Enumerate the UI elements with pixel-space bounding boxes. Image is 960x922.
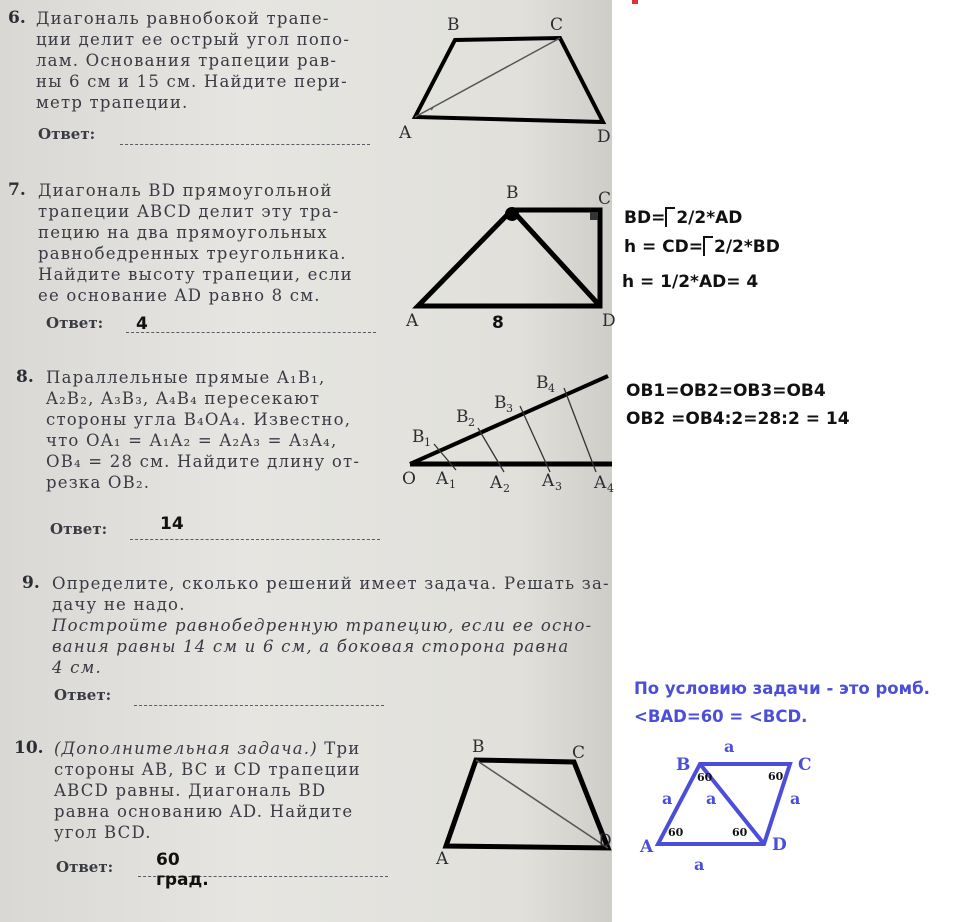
problem-text: Параллельные прямые A₁B₁, A₂B₂, A₃B₃, A₄B₄ пересекают стороны угла B₄OA₄. Известно, что OA₁ = A₁A₂ = A₂A₃ = A₃A₄, OB₄ = 28 см. Найдите длину от- резка OB₂. [46, 368, 361, 492]
svg-text:4: 4 [607, 482, 614, 495]
answer-label: Ответ: [38, 125, 96, 143]
problem-number: 7. [8, 180, 26, 200]
label-a4 [593, 473, 614, 495]
note-rhombus-statement: По условию задачи - это ромб. [634, 679, 930, 698]
sqrt-icon [703, 236, 713, 256]
note-line-h-cd: h = CD= 2/2*BD [624, 237, 780, 257]
note-line-h: h = 1/2*AD= 4 [622, 272, 759, 292]
vertex-c: C [598, 189, 612, 209]
answer-field[interactable] [130, 539, 380, 540]
problem-number: 9. [22, 573, 40, 593]
vertex-b: B [506, 183, 519, 203]
side-label-bc: a [724, 737, 735, 756]
base-length-label: 8 [492, 313, 504, 333]
vertex-c: C [798, 755, 812, 775]
svg-text:2: 2 [468, 416, 475, 429]
problem-text: Диагональ равнобокой трапе- ции делит ее острый угол попо- лам. Основания трапеции рав- ны 6 см и 15 см. Найдите пери- метр трапеции. [36, 9, 351, 112]
svg-text:1: 1 [424, 436, 431, 449]
svg-text:A: A [594, 473, 607, 493]
vertex-c: C [550, 15, 564, 35]
note-line-equal: OB1=OB2=OB3=OB4 [626, 381, 826, 401]
answer-label: Ответ: [46, 314, 104, 332]
vertex-o: O [402, 469, 416, 489]
answer-label: Ответ: [54, 686, 112, 704]
right-angle-mark [590, 212, 598, 220]
svg-text:A: A [542, 471, 555, 491]
vertex-a: A [640, 837, 654, 857]
note-line-bd: BD= 2/2*AD [624, 208, 743, 228]
problem-number: 8. [16, 367, 34, 387]
figure-6-trapezoid [395, 10, 612, 150]
svg-text:A: A [436, 469, 449, 489]
answer-field[interactable] [120, 144, 370, 145]
red-mark [632, 0, 638, 4]
problem-text: Определите, сколько решений имеет задача. Решать за- дачу не надо. Постройте равнобедренную трапецию, если ее осно- вания равны 14 см и 6 см, а боковая сторона равна 4 см. [52, 574, 610, 677]
vertex-c: C [572, 743, 586, 763]
side-label-ab: a [662, 789, 673, 808]
svg-text:1: 1 [449, 478, 456, 491]
svg-text:B: B [536, 373, 549, 393]
problem-number: 10. [14, 738, 44, 758]
answer-label: Ответ: [50, 520, 108, 538]
vertex-a: A [436, 849, 449, 869]
label-a2 [489, 473, 510, 495]
note-line-ob2: OB2 =OB4:2=28:2 = 14 [626, 409, 850, 429]
svg-text:B: B [412, 427, 425, 447]
vertex-b: B [472, 737, 485, 757]
sqrt-icon [665, 207, 675, 227]
vertex-b: B [447, 15, 460, 35]
angle-label-c: 60 [768, 770, 784, 783]
vertex-d: D [772, 835, 787, 855]
angle-label-d: 60 [732, 826, 748, 839]
vertex-d: D [598, 831, 612, 851]
rhombus-diagram [630, 736, 830, 876]
figure-7-right-trapezoid [400, 180, 616, 333]
vertex-a: A [406, 311, 419, 331]
trapezoid-outline [415, 38, 603, 122]
svg-text:B: B [456, 407, 469, 427]
answer-value: 4 [136, 314, 148, 334]
right-angle-mark [505, 207, 519, 221]
parallel-a4b4 [564, 388, 596, 472]
svg-text:3: 3 [555, 480, 562, 493]
svg-text:4: 4 [548, 382, 555, 395]
answer-label: Ответ: [56, 858, 114, 876]
trapezoid-outline [446, 760, 608, 848]
label-b1 [412, 427, 431, 449]
note-angle-statement: <BAD=60 = <BCD. [634, 707, 808, 726]
problem-text: (Дополнительная задача.) Три стороны AB, BC и CD трапеции ABCD равны. Диагональ BD равна основанию AD. Найдите угол BCD. [54, 739, 361, 842]
angle-label-a: 60 [668, 826, 684, 839]
label-b3 [494, 393, 513, 415]
vertex-d: D [602, 311, 616, 331]
label-b4 [536, 373, 555, 395]
problem-text: Диагональ BD прямоугольной трапеции ABCD делит эту тра- пецию на два прямоугольных равнобедренных треугольника. Найдите высоту трапеции, если ее основание AD равно 8 см. [38, 181, 353, 305]
side-label-bd: a [706, 789, 717, 808]
answer-value: 14 [160, 514, 184, 534]
vertex-d: D [597, 127, 611, 147]
trapezoid-outline [418, 210, 600, 306]
answer-value: 60 град. [156, 850, 209, 890]
answer-field[interactable] [134, 705, 384, 706]
label-a1 [435, 469, 456, 491]
angle-label-b: 60 [697, 771, 713, 784]
svg-text:2: 2 [503, 482, 510, 495]
side-label-cd: a [790, 789, 801, 808]
svg-text:B: B [494, 393, 507, 413]
figure-10-trapezoid [428, 738, 612, 868]
diagonal-bd [512, 210, 600, 306]
side-label-ad: a [694, 855, 705, 874]
problem-number: 6. [8, 8, 26, 28]
vertex-a: A [399, 123, 412, 143]
label-b2 [456, 407, 475, 429]
svg-text:3: 3 [506, 402, 513, 415]
figure-8-angle-with-parallels [400, 370, 612, 500]
vertex-b: B [676, 755, 691, 775]
svg-text:A: A [490, 473, 503, 493]
label-a3 [541, 471, 562, 493]
answer-field[interactable] [126, 332, 376, 333]
